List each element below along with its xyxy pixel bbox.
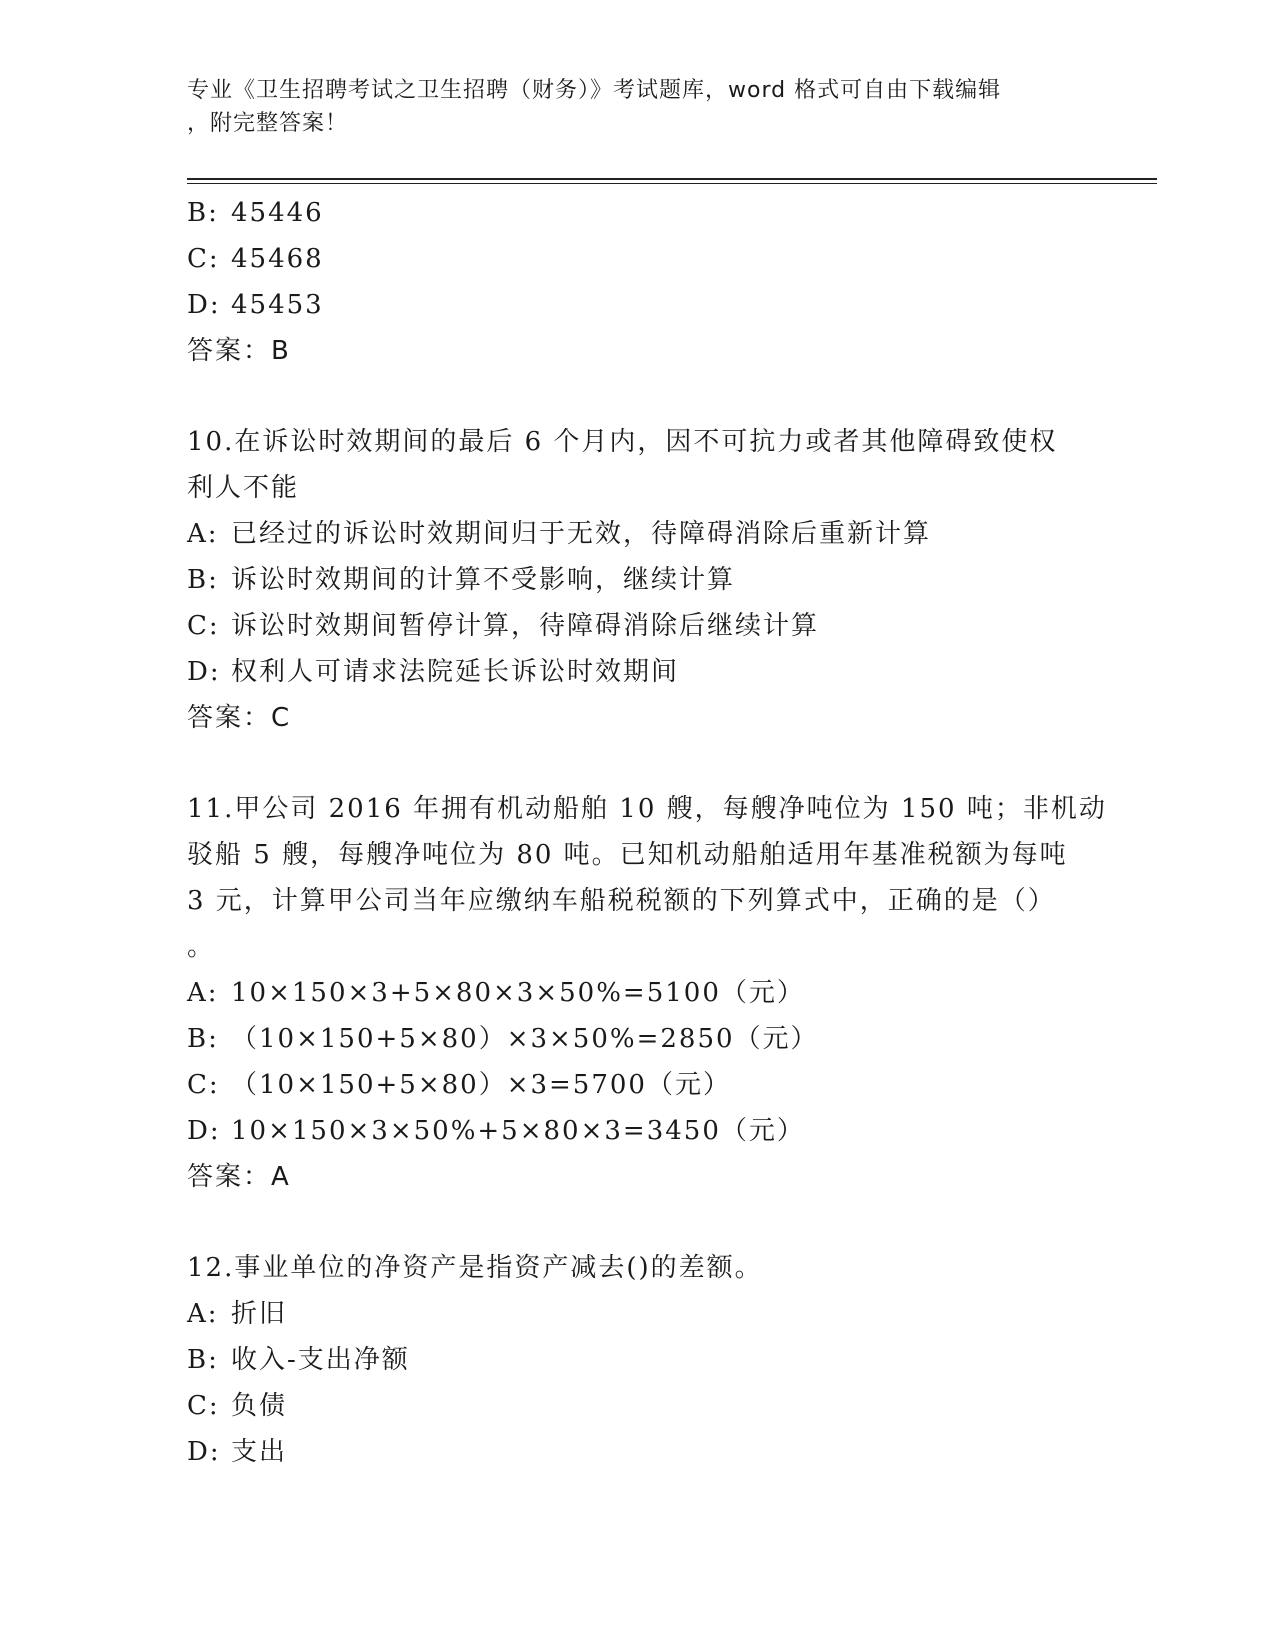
question-10	[187, 419, 1077, 741]
option-text: 45446	[231, 198, 324, 228]
question-stem-line: 利人不能	[187, 473, 300, 503]
option-text: 折旧	[231, 1299, 288, 1329]
option-a	[187, 1291, 1077, 1337]
question-11	[187, 786, 1107, 1200]
option-a	[187, 511, 1077, 557]
question-stem-line: 3 元，计算甲公司当年应缴纳车船税税额的下列算式中，正确的是（）	[187, 886, 1056, 916]
option-text: 诉讼时效期间的计算不受影响，继续计算	[231, 565, 736, 595]
option-b	[187, 1337, 1077, 1383]
header-rule-thick	[187, 178, 1157, 180]
option-d	[187, 1429, 1077, 1475]
option-text: 已经过的诉讼时效期间归于无效，待障碍消除后重新计算	[231, 519, 932, 549]
question-stem-line: 。	[187, 932, 216, 962]
option-c	[187, 603, 1077, 649]
question-stem-line: 11.甲公司 2016 年拥有机动船舶 10 艘，每艘净吨位为 150 吨；非机动	[187, 794, 1107, 824]
question-list	[187, 190, 1107, 1475]
option-text: 10×150×3+5×80×3×50%=5100（元）	[231, 978, 805, 1008]
option-text: （10×150+5×80）×3×50%=2850（元）	[231, 1024, 819, 1054]
prev-question-options	[187, 190, 1077, 374]
option-label: A:	[187, 978, 219, 1008]
option-c	[187, 1062, 1077, 1108]
option-c	[187, 236, 1077, 282]
option-d	[187, 649, 1077, 695]
option-text: 收入-支出净额	[231, 1345, 410, 1375]
option-text: （10×150+5×80）×3=5700（元）	[231, 1070, 731, 1100]
option-label: B:	[187, 1345, 219, 1375]
question-stem-line: 12.事业单位的净资产是指资产减去()的差额。	[187, 1253, 763, 1283]
option-label: C:	[187, 244, 220, 274]
option-label: B:	[187, 1024, 219, 1054]
option-text: 45468	[231, 244, 324, 274]
option-b	[187, 1016, 1077, 1062]
option-b	[187, 557, 1077, 603]
option-label: D:	[187, 1437, 221, 1467]
option-d	[187, 282, 1077, 328]
option-text: 45453	[231, 290, 324, 320]
option-label: C:	[187, 1391, 220, 1421]
option-label: A:	[187, 1299, 219, 1329]
answer-line: 答案：B	[187, 336, 291, 366]
document-header	[187, 74, 1087, 140]
option-c	[187, 1383, 1077, 1429]
option-label: D:	[187, 290, 221, 320]
option-label: B:	[187, 198, 219, 228]
option-text: 10×150×3×50%+5×80×3=3450（元）	[231, 1116, 805, 1146]
option-label: C:	[187, 611, 220, 641]
option-label: D:	[187, 657, 221, 687]
option-label: A:	[187, 519, 219, 549]
option-a	[187, 970, 1077, 1016]
question-12	[187, 1245, 1077, 1475]
option-label: C:	[187, 1070, 220, 1100]
option-text: 支出	[231, 1437, 288, 1467]
header-line-2: ，附完整答案！	[187, 111, 349, 136]
option-b	[187, 190, 1077, 236]
header-rule-thin	[187, 183, 1157, 184]
question-stem-line: 驳船 5 艘，每艘净吨位为 80 吨。已知机动船舶适用年基准税额为每吨	[187, 840, 1068, 870]
option-label: B:	[187, 565, 219, 595]
option-text: 诉讼时效期间暂停计算，待障碍消除后继续计算	[231, 611, 820, 641]
option-label: D:	[187, 1116, 221, 1146]
answer-line: 答案：A	[187, 1162, 291, 1192]
option-d	[187, 1108, 1077, 1154]
option-text: 权利人可请求法院延长诉讼时效期间	[231, 657, 680, 687]
question-stem-line: 10.在诉讼时效期间的最后 6 个月内，因不可抗力或者其他障碍致使权	[187, 427, 1058, 457]
header-line-1: 专业《卫生招聘考试之卫生招聘（财务）》考试题库，word 格式可自由下载编辑	[187, 78, 1002, 103]
option-text: 负债	[231, 1391, 288, 1421]
answer-line: 答案：C	[187, 703, 292, 733]
